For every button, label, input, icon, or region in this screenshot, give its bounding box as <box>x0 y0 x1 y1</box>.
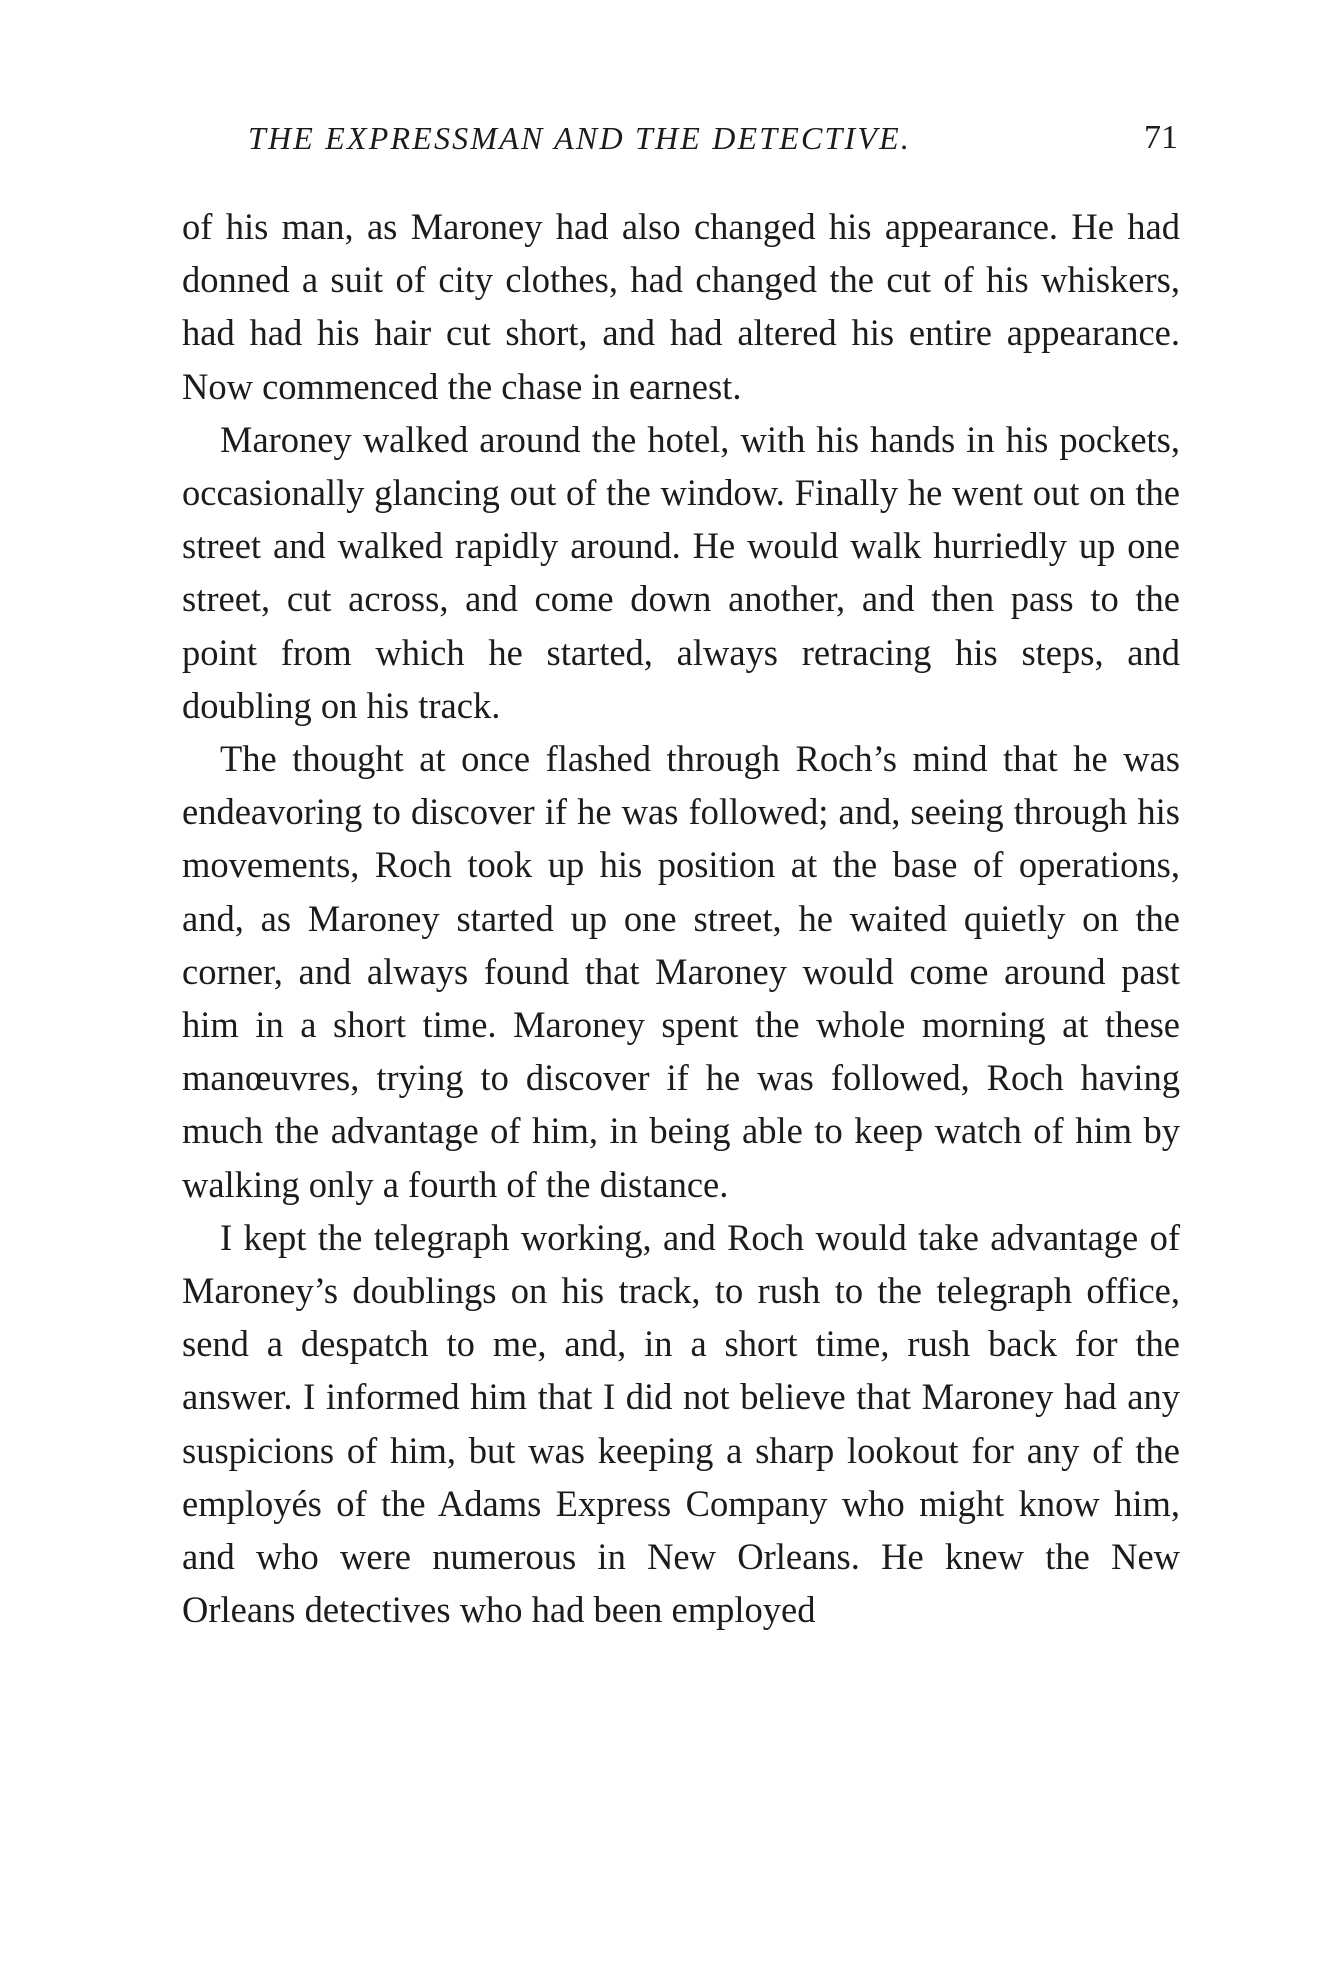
paragraph: The thought at once flashed through Roch’s mind that he was endeavoring to discover if he was followed; and, seeing through his movements, Roch took up his position at the base of operations, and, as Maroney started up one street, he waited quietly on the corner, and always found that Maroney would come around past him in a short time. Maroney spent the whole morning at these manœuvres, trying to discover if he was followed, Roch having much the advantage of him, in being able to keep watch of him by walking only a fourth of the distance. <box>182 738 1180 1205</box>
paragraph: of his man, as Maroney had also changed his appearance. He had donned a suit of city clothes, had changed the cut of his whiskers, had had his hair cut short, and had altered his entire appearance. Now commenced the chase in earnest. <box>182 206 1180 407</box>
body-text <box>182 200 1180 1636</box>
page-number: 71 <box>1144 119 1178 156</box>
running-title: THE EXPRESSMAN AND THE DETECTIVE. <box>248 120 912 156</box>
paragraph: Maroney walked around the hotel, with his hands in his pockets, occasionally glancing out of the window. Finally he went out on the street and walked rapidly around. He would walk hurriedly up one street, cut across, and come down another, and then pass to the point from which he started, always retracing his steps, and doubling on his track. <box>182 418 1180 726</box>
running-head <box>248 116 1178 160</box>
paragraph: I kept the telegraph working, and Roch would take advantage of Maroney’s doublings on his track, to rush to the telegraph office, send a despatch to me, and, in a short time, rush back for the answer. I informed him that I did not believe that Maroney had any suspicions of him, but was keeping a sharp lookout for any of the employés of the Adams Express Company who might know him, and who were numerous in New Orleans. He knew the New Orleans detectives who had been employed <box>182 1216 1180 1631</box>
